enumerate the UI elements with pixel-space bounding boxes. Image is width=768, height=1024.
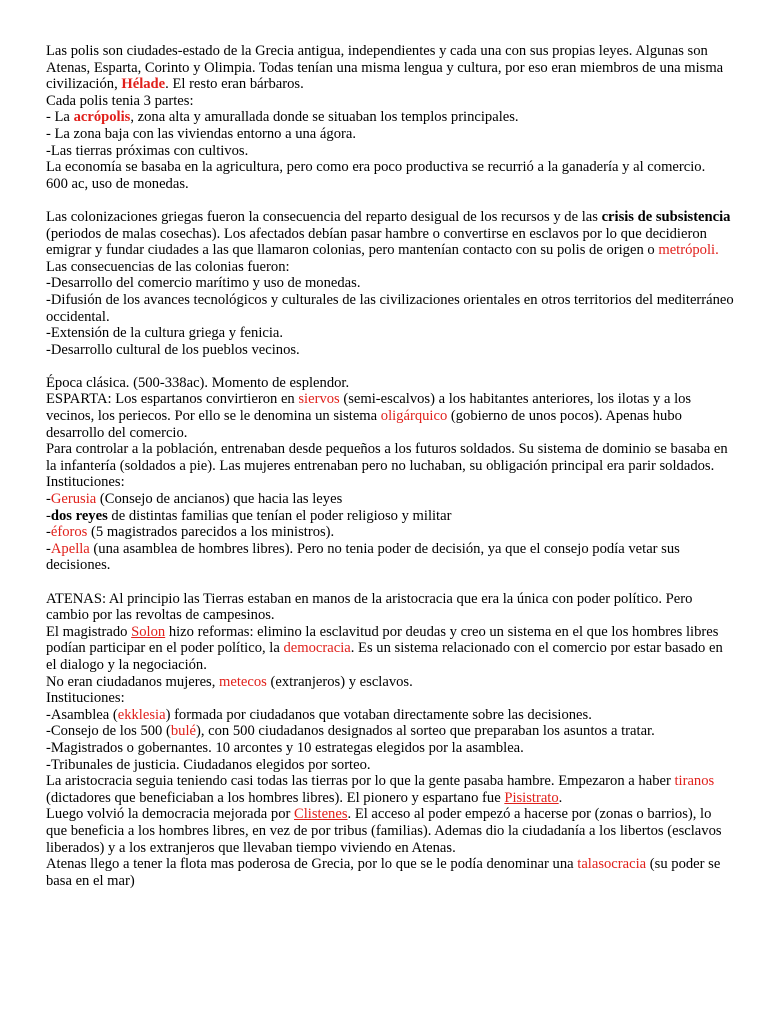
highlighted-term: Hélade — [121, 76, 166, 93]
highlighted-term: oligárquico — [380, 408, 448, 425]
paragraph — [46, 773, 736, 806]
paragraph — [46, 259, 736, 276]
text-run: Las polis son ciudades-estado de la Grecia antigua, independientes y cada una con sus propias leyes. Algunas son Atenas, Esparta, Corinto y Olimpia. Todas tenían una misma lengua y cultura, por eso eran miembros de una misma civilización, — [46, 43, 724, 93]
text-run: El magistrado — [46, 623, 132, 640]
paragraph — [46, 375, 736, 392]
text-run: Atenas llego a tener la flota mas poderosa de Grecia, por lo que se le podía denominar una — [46, 856, 578, 873]
highlighted-term: crisis de subsistencia — [601, 208, 731, 225]
highlighted-term: Gerusia — [50, 491, 97, 508]
text-run: (semi-escalvos) a los habitantes anteriores, los ilotas y a los vecinos, los periecos. Por ello se le denomina un sistema — [46, 391, 692, 425]
paragraph — [46, 707, 736, 724]
paragraph-spacer — [46, 574, 736, 591]
highlighted-term: talasocracia — [577, 856, 647, 873]
highlighted-term: dos reyes — [50, 507, 108, 524]
highlighted-term: tiranos — [674, 773, 715, 790]
text-run: -Asamblea ( — [46, 706, 118, 723]
paragraph — [46, 126, 736, 143]
paragraph — [46, 723, 736, 740]
text-run: . Es un sistema relacionado con el comercio por estar basado en el dialogo y la negociación. — [46, 640, 723, 673]
paragraph — [46, 159, 736, 176]
text-run: No eran ciudadanos mujeres, — [46, 673, 220, 690]
text-run: -Tribunales de justicia. Ciudadanos elegidos por sorteo. — [46, 756, 371, 773]
highlighted-term: democracia — [283, 640, 351, 657]
paragraph — [46, 325, 736, 342]
highlighted-term: Pisistrato — [504, 789, 559, 806]
highlighted-term: siervos — [298, 391, 340, 408]
text-run: - — [46, 491, 51, 508]
paragraph — [46, 674, 736, 691]
text-run: Las colonizaciones griegas fueron la consecuencia del reparto desigual de los recursos y de las — [46, 208, 602, 225]
highlighted-term: Apella — [50, 540, 90, 557]
paragraph — [46, 109, 736, 126]
paragraph — [46, 275, 736, 292]
text-run: -Difusión de los avances tecnológicos y culturales de las civilizaciones orientales en otros territorios del mediterráneo occidental. — [46, 291, 734, 325]
text-run: -Extensión de la cultura griega y fenicia. — [46, 325, 284, 342]
paragraph — [46, 474, 736, 491]
text-run: Cada polis tenia 3 partes: — [46, 92, 194, 109]
paragraph — [46, 209, 736, 259]
paragraph — [46, 143, 736, 160]
paragraph — [46, 740, 736, 757]
paragraph — [46, 624, 736, 674]
highlighted-term: metecos — [219, 673, 267, 690]
paragraph — [46, 690, 736, 707]
text-run: Luego volvió la democracia mejorada por — [46, 806, 294, 823]
text-run: , zona alta y amurallada donde se situaban los templos principales. — [130, 109, 519, 126]
text-run: -Consejo de los 500 ( — [46, 723, 171, 740]
text-run: Las consecuencias de las colonias fueron: — [46, 258, 290, 275]
highlighted-term: éforos — [50, 524, 88, 541]
text-run: . El resto eran bárbaros. — [165, 76, 304, 93]
text-run: - — [46, 507, 51, 524]
text-run: La economía se basaba en la agricultura, pero como era poco productiva se recurrió a la ganadería y al comercio. — [46, 159, 706, 176]
text-run: ESPARTA: Los espartanos convirtieron en — [46, 391, 299, 408]
text-run: . El acceso al poder empezó a hacerse por (zonas o barrios), lo que beneficia a los hombres libres, en vez de por tribus (familias). Ademas dio la ciudadanía a los libertos (esclavos liberados) y a los extranjeros que llevaban tiempo viviendo en Atenas. — [46, 806, 722, 856]
text-run: ), con 500 ciudadanos designados al sorteo que preparaban los asuntos a tratar. — [196, 723, 655, 740]
text-run: (gobierno de unos pocos). Apenas hubo desarrollo del comercio. — [46, 408, 682, 441]
paragraph — [46, 757, 736, 774]
text-run: (su poder se basa en el mar) — [46, 856, 721, 889]
text-run: de distintas familias que tenían el poder religioso y militar — [107, 507, 452, 524]
paragraph — [46, 43, 736, 93]
paragraph — [46, 441, 736, 474]
paragraph — [46, 391, 736, 441]
text-run: hizo reformas: elimino la esclavitud por deudas y creo un sistema en el que los hombres libres podían participar en el poder político, la — [46, 623, 719, 657]
text-run: (Consejo de ancianos) que hacia las leyes — [96, 491, 343, 508]
text-run: -Desarrollo cultural de los pueblos vecinos. — [46, 341, 300, 358]
paragraph — [46, 806, 736, 856]
text-run: - — [46, 524, 51, 541]
highlighted-term: bulé — [170, 723, 196, 740]
text-run: (periodos de malas cosechas). Los afectados debían pasar hambre o convertirse en esclavos por lo que decidieron emigrar y fundar ciudades a las que llamaron colonias, pero mantenían contacto con su polis de origen o — [46, 225, 707, 259]
paragraph — [46, 342, 736, 359]
text-run: . — [558, 789, 563, 806]
text-run: (dictadores que beneficiaban a los hombres libres). El pionero y espartano fue — [46, 789, 505, 806]
text-run: Época clásica. (500-338ac). Momento de esplendor. — [46, 374, 350, 391]
text-run: -Desarrollo del comercio marítimo y uso de monedas. — [46, 275, 361, 292]
paragraph — [46, 856, 736, 889]
text-run: - — [46, 540, 51, 557]
text-run: (una asamblea de hombres libres). Pero no tenia poder de decisión, ya que el consejo podía vetar sus decisiones. — [46, 540, 680, 574]
paragraph — [46, 508, 736, 525]
paragraph — [46, 541, 736, 574]
highlighted-term: Clistenes — [294, 806, 348, 823]
paragraph — [46, 176, 736, 193]
text-run: (extranjeros) y esclavos. — [266, 673, 413, 690]
text-run: 600 ac, uso de monedas. — [46, 175, 189, 192]
paragraph — [46, 524, 736, 541]
text-run: ATENAS: Al principio las Tierras estaban en manos de la aristocracia que era la única con poder político. Pero cambio por las revoltas de campesinos. — [46, 590, 693, 624]
text-run: Para controlar a la población, entrenaban desde pequeños a los futuros soldados. Su sistema de dominio se basaba en la infantería (soldados a pie). Las mujeres entrenaban pero no luchaban, su obligación principal era parir soldados. — [46, 441, 728, 474]
highlighted-term: Solon — [131, 623, 166, 640]
highlighted-term: acrópolis — [73, 109, 131, 126]
text-run: -Las tierras próximas con cultivos. — [46, 142, 249, 159]
text-run: ) formada por ciudadanos que votaban directamente sobre las decisiones. — [165, 706, 592, 723]
document-body — [46, 43, 736, 889]
paragraph-spacer — [46, 192, 736, 209]
highlighted-term: ekklesia — [117, 706, 166, 723]
text-run: - La zona baja con las viviendas entorno a una ágora. — [46, 125, 356, 142]
paragraph — [46, 491, 736, 508]
paragraph-spacer — [46, 358, 736, 375]
paragraph — [46, 292, 736, 325]
highlighted-term: metrópoli. — [658, 242, 719, 259]
paragraph — [46, 591, 736, 624]
text-run: - La — [46, 109, 74, 126]
text-run: Instituciones: — [46, 690, 125, 707]
text-run: (5 magistrados parecidos a los ministros). — [87, 524, 335, 541]
text-run: La aristocracia seguia teniendo casi todas las tierras por lo que la gente pasaba hambre. Empezaron a haber — [46, 773, 675, 790]
paragraph — [46, 93, 736, 110]
text-run: -Magistrados o gobernantes. 10 arcontes y 10 estrategas elegidos por la asamblea. — [46, 739, 524, 756]
text-run: Instituciones: — [46, 474, 125, 491]
